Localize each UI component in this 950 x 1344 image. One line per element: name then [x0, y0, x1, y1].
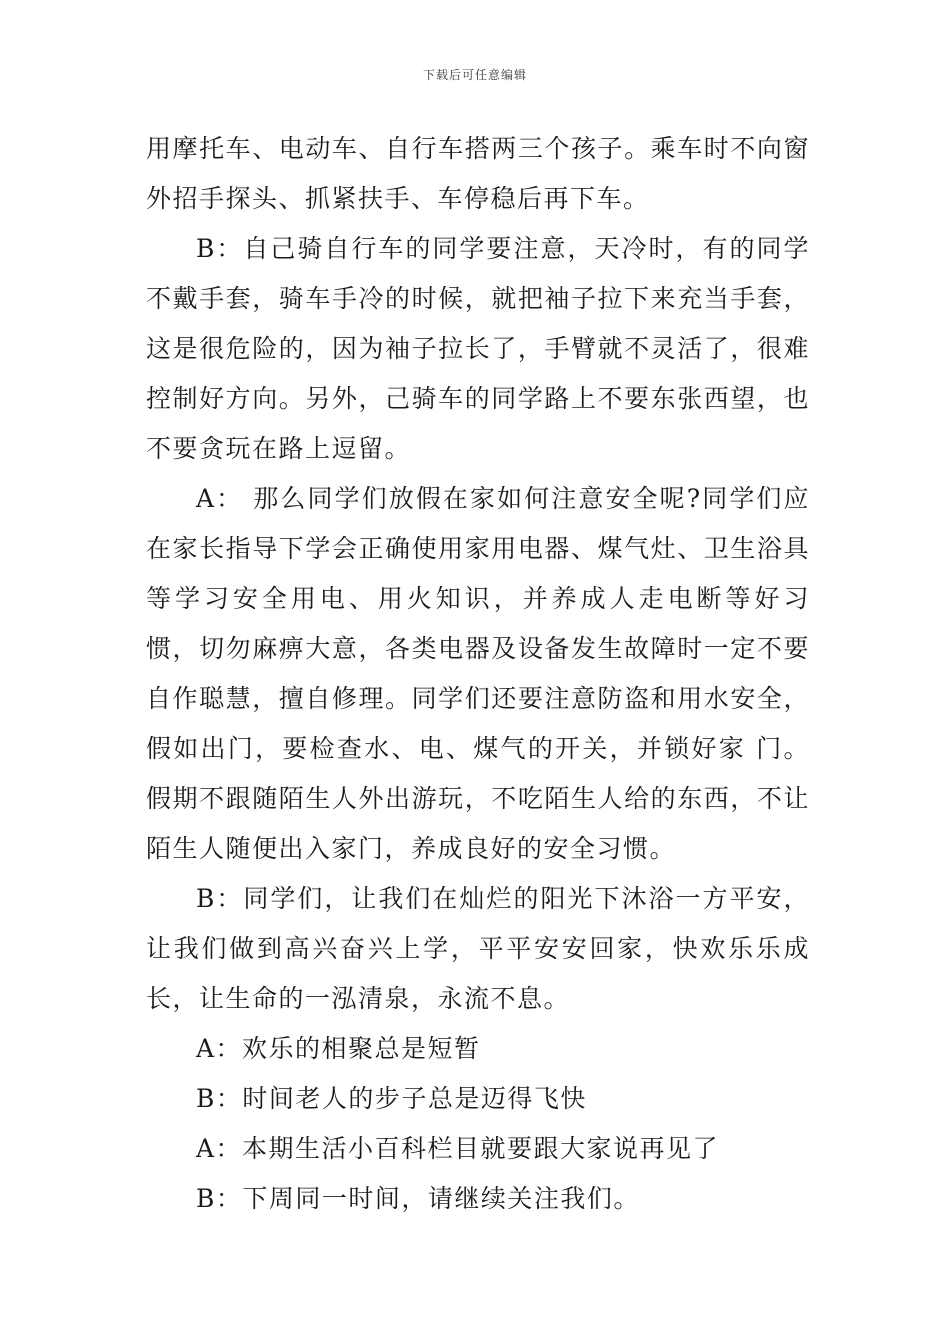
paragraph-b-bicycle: B：自己骑自行车的同学要注意，天冷时，有的同学不戴手套，骑车手冷的时候，就把袖子拉下来充当手套，这是很危险的，因为袖子拉长了，手臂就不灵活了，很难控制好方向。另外，己骑车的同学路上不要东张西望，也不要贪玩在路上逗留。: [146, 234, 810, 463]
page-header-note: 下载后可任意编辑: [422, 68, 527, 82]
paragraph-continuation: 用摩托车、电动车、自行车搭两三个孩子。乘车时不向窗外招手探头、抓紧扶手、车停稳后再下车。: [146, 134, 810, 213]
paragraph-b-farewell-4: B：下周同一时间，请继续关注我们。: [196, 1184, 640, 1213]
paragraph-a-farewell-3: A：本期生活小百科栏目就要跟大家说再见了: [196, 1134, 720, 1163]
paragraph-b-closing: B：同学们，让我们在灿烂的阳光下沐浴一方平安，让我们做到高兴奋兴上学，平平安安回家，快欢乐乐成长，让生命的一泓清泉，永流不息。: [146, 884, 810, 1013]
paragraph-b-farewell-2: B：时间老人的步子总是迈得飞快: [196, 1084, 587, 1113]
document-body: [146, 124, 810, 1224]
paragraph-a-home-safety: A： 那么同学们放假在家如何注意安全呢?同学们应在家长指导下学会正确使用家用电器、煤气灶、卫生浴具等学习安全用电、用火知识，并养成人走电断等好习 惯，切勿麻痹大意，各类电器及设备发生故障时一定不要自作聪慧，擅自修理。同学们还要注意防盗和用水安全，假如出门，要检查水、电、煤气的开关，并锁好家 门。假期不跟随陌生人外出游玩，不吃陌生人给的东西，不让陌生人随便出入家门，养成良好的安全习惯。: [146, 484, 810, 863]
paragraph-a-farewell-1: A：欢乐的相聚总是短暂: [196, 1034, 481, 1063]
